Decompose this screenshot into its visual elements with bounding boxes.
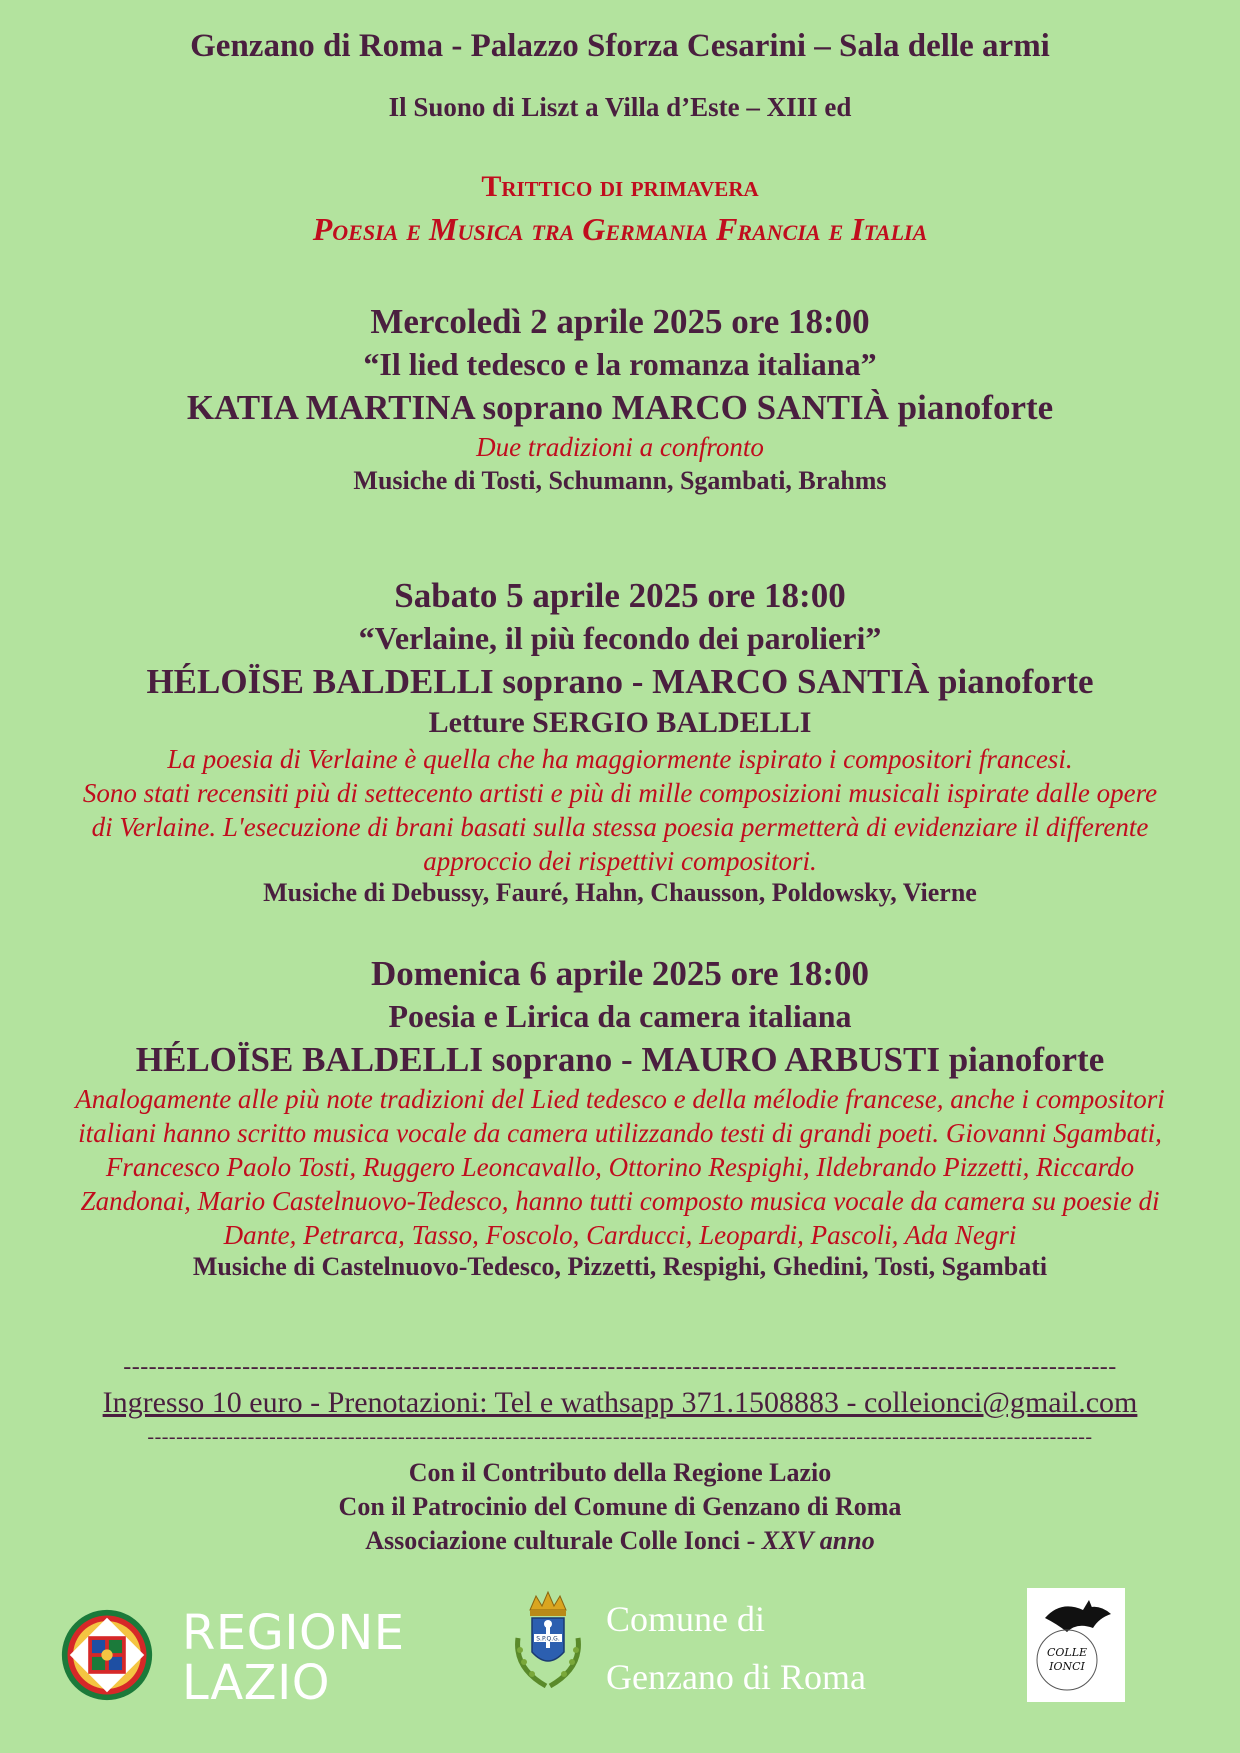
event-description-line: di Verlaine. L'esecuzione di brani basati sulla stessa poesia permetterà di evidenziare il differente xyxy=(91,812,1149,842)
regione-wordmark-line: REGIONE xyxy=(182,1605,405,1661)
colle-ionci-logo-icon xyxy=(1027,1588,1125,1702)
credit-association-year: XXV anno xyxy=(761,1526,875,1555)
separator-bottom: ------------------------------------------------------------------------------------------------------------------------------------ xyxy=(147,1426,1093,1448)
event-music: Musiche di Tosti, Schumann, Sgambati, Brahms xyxy=(353,466,887,495)
credit-association xyxy=(0,1526,1240,1556)
event-readings: Letture SERGIO BALDELLI xyxy=(428,706,812,739)
lazio-wordmark-line: LAZIO xyxy=(182,1655,330,1711)
event-description-line: Francesco Paolo Tosti, Ruggero Leoncavallo, Ottorino Respighi, Ildebrando Pizzetti, Riccardo xyxy=(105,1152,1135,1182)
event-description-line: approccio dei rispettivi compositori. xyxy=(423,846,817,876)
event-date: Domenica 6 aprile 2025 ore 18:00 xyxy=(370,954,869,993)
credit-association-name: Associazione culturale Colle Ionci - xyxy=(365,1526,762,1555)
comune-wordmark-line: Comune di xyxy=(606,1599,765,1639)
series-subtitle: Poesia e Musica tra Germania Francia e Italia xyxy=(312,211,928,247)
credit-contribution: Con il Contributo della Regione Lazio xyxy=(408,1458,832,1487)
separator-top: --------------------------------------------------------------------------------------------------------------------- xyxy=(123,1354,1117,1380)
event-music: Musiche di Castelnuovo-Tedesco, Pizzetti, Respighi, Ghedini, Tosti, Sgambati xyxy=(192,1252,1048,1281)
event-date: Sabato 5 aprile 2025 ore 18:00 xyxy=(394,576,846,615)
event-title: “Verlaine, il più fecondo dei parolieri” xyxy=(358,620,882,656)
colle-label: COLLE xyxy=(1046,1646,1088,1659)
event-description-line: La poesia di Verlaine è quella che ha maggiormente ispirato i compositori francesi. xyxy=(167,744,1073,774)
spqg-label: S.P.Q.G. xyxy=(536,1635,560,1643)
event-artists: HÉLOÏSE BALDELLI soprano - MAURO ARBUSTI pianoforte xyxy=(135,1040,1105,1079)
credit-patronage: Con il Patrocinio del Comune di Genzano di Roma xyxy=(338,1492,902,1521)
event-date: Mercoledì 2 aprile 2025 ore 18:00 xyxy=(370,302,870,341)
event-description-line: Zandonai, Mario Castelnuovo-Tedesco, hanno tutti composto musica vocale da camera su poesie di xyxy=(80,1186,1160,1216)
festival-heading: Il Suono di Liszt a Villa d’Este – XIII ed xyxy=(388,92,852,122)
event-description-line: Analogamente alle più note tradizioni del Lied tedesco e della mélodie francese, anche i compositori xyxy=(75,1084,1165,1114)
regione-lazio-emblem-icon xyxy=(60,1608,154,1702)
genzano-wordmark-line: Genzano di Roma xyxy=(606,1657,866,1697)
venue-heading: Genzano di Roma - Palazzo Sforza Cesarini – Sala delle armi xyxy=(190,28,1050,64)
event-description-line: italiani hanno scritto musica vocale da camera utilizzando testi di grandi poeti. Giovanni Sgambati, xyxy=(78,1118,1162,1148)
event-music: Musiche di Debussy, Fauré, Hahn, Chausson, Poldowsky, Vierne xyxy=(263,878,977,907)
event-title: “Il lied tedesco e la romanza italiana” xyxy=(363,346,877,382)
ionci-label: IONCI xyxy=(1049,1660,1085,1673)
event-title: Poesia e Lirica da camera italiana xyxy=(388,998,852,1034)
comune-genzano-wordmark xyxy=(606,1590,866,1706)
logo-strip xyxy=(0,1580,1240,1730)
regione-lazio-wordmark xyxy=(182,1605,405,1711)
event-artists: KATIA MARTINA soprano MARCO SANTIÀ pianoforte xyxy=(186,388,1054,427)
genzano-coat-of-arms-icon xyxy=(508,1588,588,1698)
contact-info: Ingresso 10 euro - Prenotazioni: Tel e wathsapp 371.1508883 - colleionci@gmail.com xyxy=(102,1386,1138,1419)
event-description-line: Sono stati recensiti più di settecento artisti e più di mille composizioni musicali ispirate dalle opere xyxy=(82,778,1158,808)
series-title: Trittico di primavera xyxy=(481,170,759,203)
event-description-line: Due tradizioni a confronto xyxy=(476,432,764,462)
event-description-line: Dante, Petrarca, Tasso, Foscolo, Carducci, Leopardi, Pascoli, Ada Negri xyxy=(223,1220,1017,1250)
event-artists: HÉLOÏSE BALDELLI soprano - MARCO SANTIÀ pianoforte xyxy=(146,662,1094,701)
